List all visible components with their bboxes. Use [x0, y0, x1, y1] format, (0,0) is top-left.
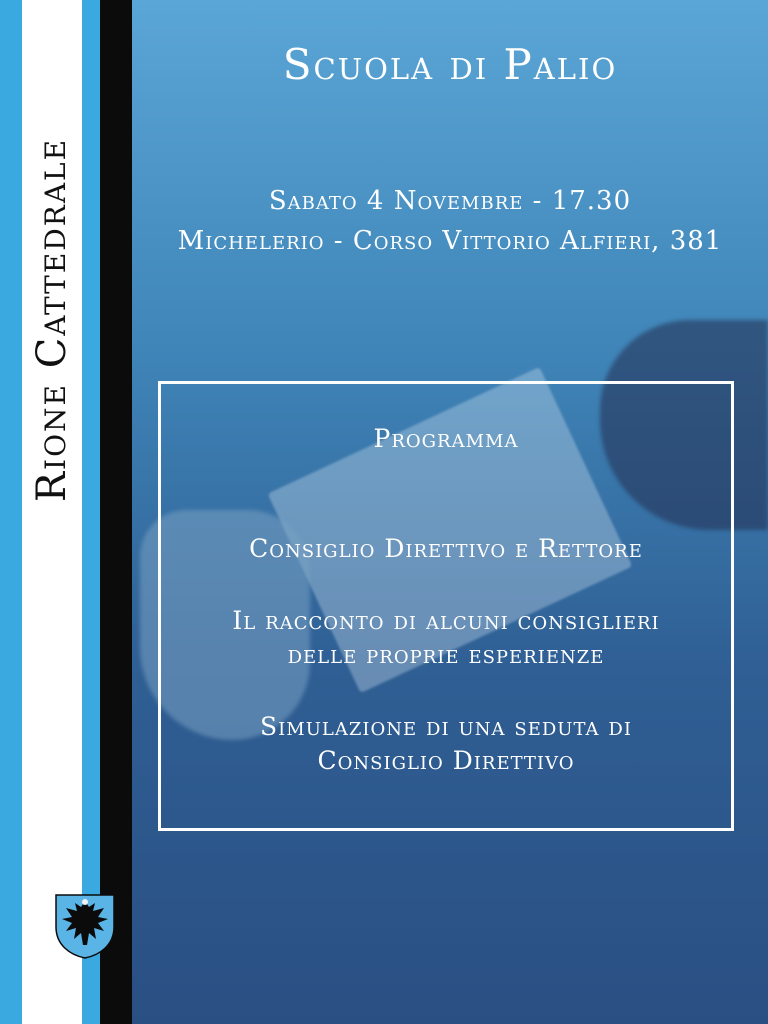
program-box — [158, 381, 734, 831]
eagle-shield-icon — [54, 893, 116, 959]
side-stripe-band — [0, 0, 132, 1024]
program-heading: Programma — [373, 424, 519, 453]
program-item: Consiglio Direttivo e Rettore — [249, 534, 643, 563]
program-item: Simulazione di una seduta di Consiglio Direttivo — [260, 712, 632, 775]
page-title: Scuola di Palio — [282, 40, 618, 89]
event-date-time: Sabato 4 Novembre - 17.30 — [268, 186, 632, 216]
program-item: Il racconto di alcuni consiglieri delle proprie esperienze — [232, 606, 660, 669]
stripe-black — [100, 0, 132, 1024]
event-venue: Michelerio - Corso Vittorio Alfieri, 381 — [177, 226, 723, 256]
stripe-blue-left — [0, 0, 22, 1024]
vertical-title: Rione Cattedrale — [29, 137, 75, 503]
stripe-white — [22, 0, 82, 1024]
vertical-title-container — [22, 0, 82, 640]
stripe-blue-right — [82, 0, 100, 1024]
